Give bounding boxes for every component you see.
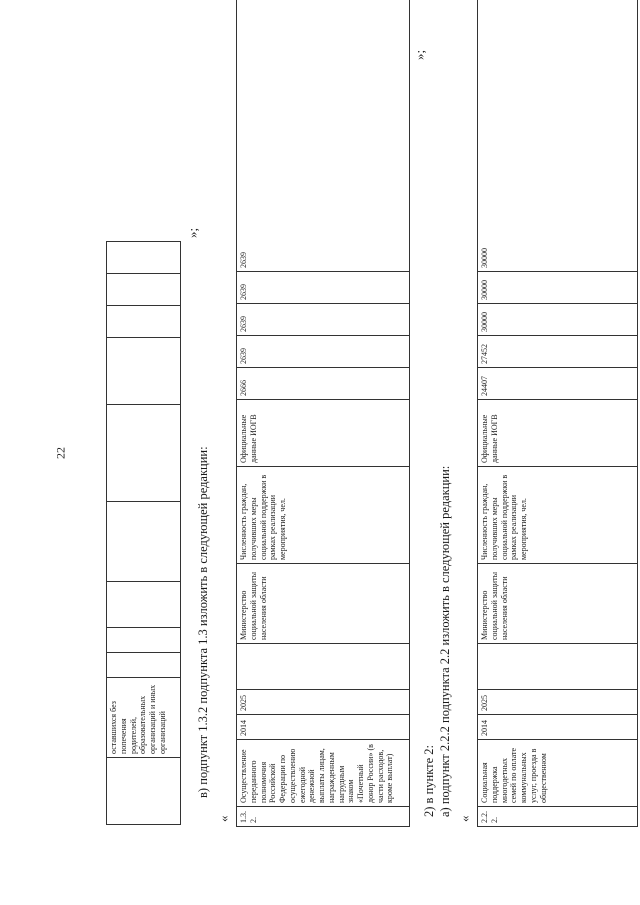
measure-name: Социальная поддержка многодетных семей по оплате коммунальных услуг, проезда в общественном xyxy=(478,740,638,807)
table-cell xyxy=(107,582,181,628)
table-cell xyxy=(107,502,181,582)
table-cell xyxy=(107,274,181,306)
value-cell: 2666 xyxy=(237,368,410,400)
end-year: 2025 xyxy=(237,690,410,715)
value-cell: 30000 xyxy=(478,272,638,304)
table-row-1-3-2 xyxy=(236,0,410,827)
start-year: 2014 xyxy=(237,715,410,740)
page-number: 22 xyxy=(53,447,68,459)
value-cell: 30000 xyxy=(478,304,638,336)
row-number: 1.3.2. xyxy=(237,807,410,827)
value-cell: 2639 xyxy=(237,304,410,336)
value-cell: 2639 xyxy=(237,336,410,368)
start-year: 2014 xyxy=(478,715,638,740)
value-cell: 24407 xyxy=(478,368,638,400)
value-cell: 30000 xyxy=(478,0,638,272)
table-row xyxy=(107,242,181,825)
value-cell: 27452 xyxy=(478,336,638,368)
table-fragment-top xyxy=(106,241,181,825)
description-cell: оставшихся без попечения родителей, образовательных организаций и иных организаций xyxy=(107,678,181,758)
executor: Министерство социальной защиты населения области xyxy=(237,564,410,644)
table-row-2-2-2 xyxy=(477,0,638,827)
table-cell xyxy=(107,338,181,405)
table-cell xyxy=(107,653,181,678)
indicator: Численность граждан, получивших меры социальной поддержки в рамках реализации мероприятия, чел. xyxy=(237,467,410,564)
table-cell xyxy=(107,242,181,274)
instruction-a: а) подпункт 2.2.2 подпункта 2.2 изложить в следующей редакции: xyxy=(438,465,452,817)
table-cell xyxy=(107,405,181,502)
instruction-2: 2) в пункте 2: xyxy=(422,745,436,817)
table-cell xyxy=(107,758,181,825)
row-number: 2.2.2. xyxy=(478,807,638,827)
opening-quote: « xyxy=(216,815,231,822)
instruction-v: в) подпункт 1.3.2 подпункта 1.3 изложить в следующей редакции: xyxy=(196,446,210,798)
table-cell xyxy=(107,306,181,338)
table-cell xyxy=(237,644,410,690)
end-year: 2025 xyxy=(478,690,638,715)
closing-quote: »; xyxy=(412,49,427,60)
indicator: Численность граждан, получивших меры социальной поддержки в рамках реализации мероприятия, чел. xyxy=(478,467,638,564)
table-cell xyxy=(107,628,181,653)
table-row xyxy=(478,0,638,827)
opening-quote: « xyxy=(457,815,472,822)
closing-quote: »; xyxy=(185,227,200,238)
table-row xyxy=(237,0,410,827)
value-cell: 2639 xyxy=(237,272,410,304)
data-source: Официальные данные ИОГВ xyxy=(237,400,410,467)
value-cell: 2639 xyxy=(237,0,410,272)
measure-name: Осуществление переданного полномочия Российской Федерации по осуществлению ежегодной денежной выплаты лицам, награжденным нагрудным знаком «Почетный донор России» (в части расходов, кроме выплат) xyxy=(237,740,410,807)
executor: Министерство социальной защиты населения области xyxy=(478,564,638,644)
data-source: Официальные данные ИОГВ xyxy=(478,400,638,467)
table-cell xyxy=(478,644,638,690)
